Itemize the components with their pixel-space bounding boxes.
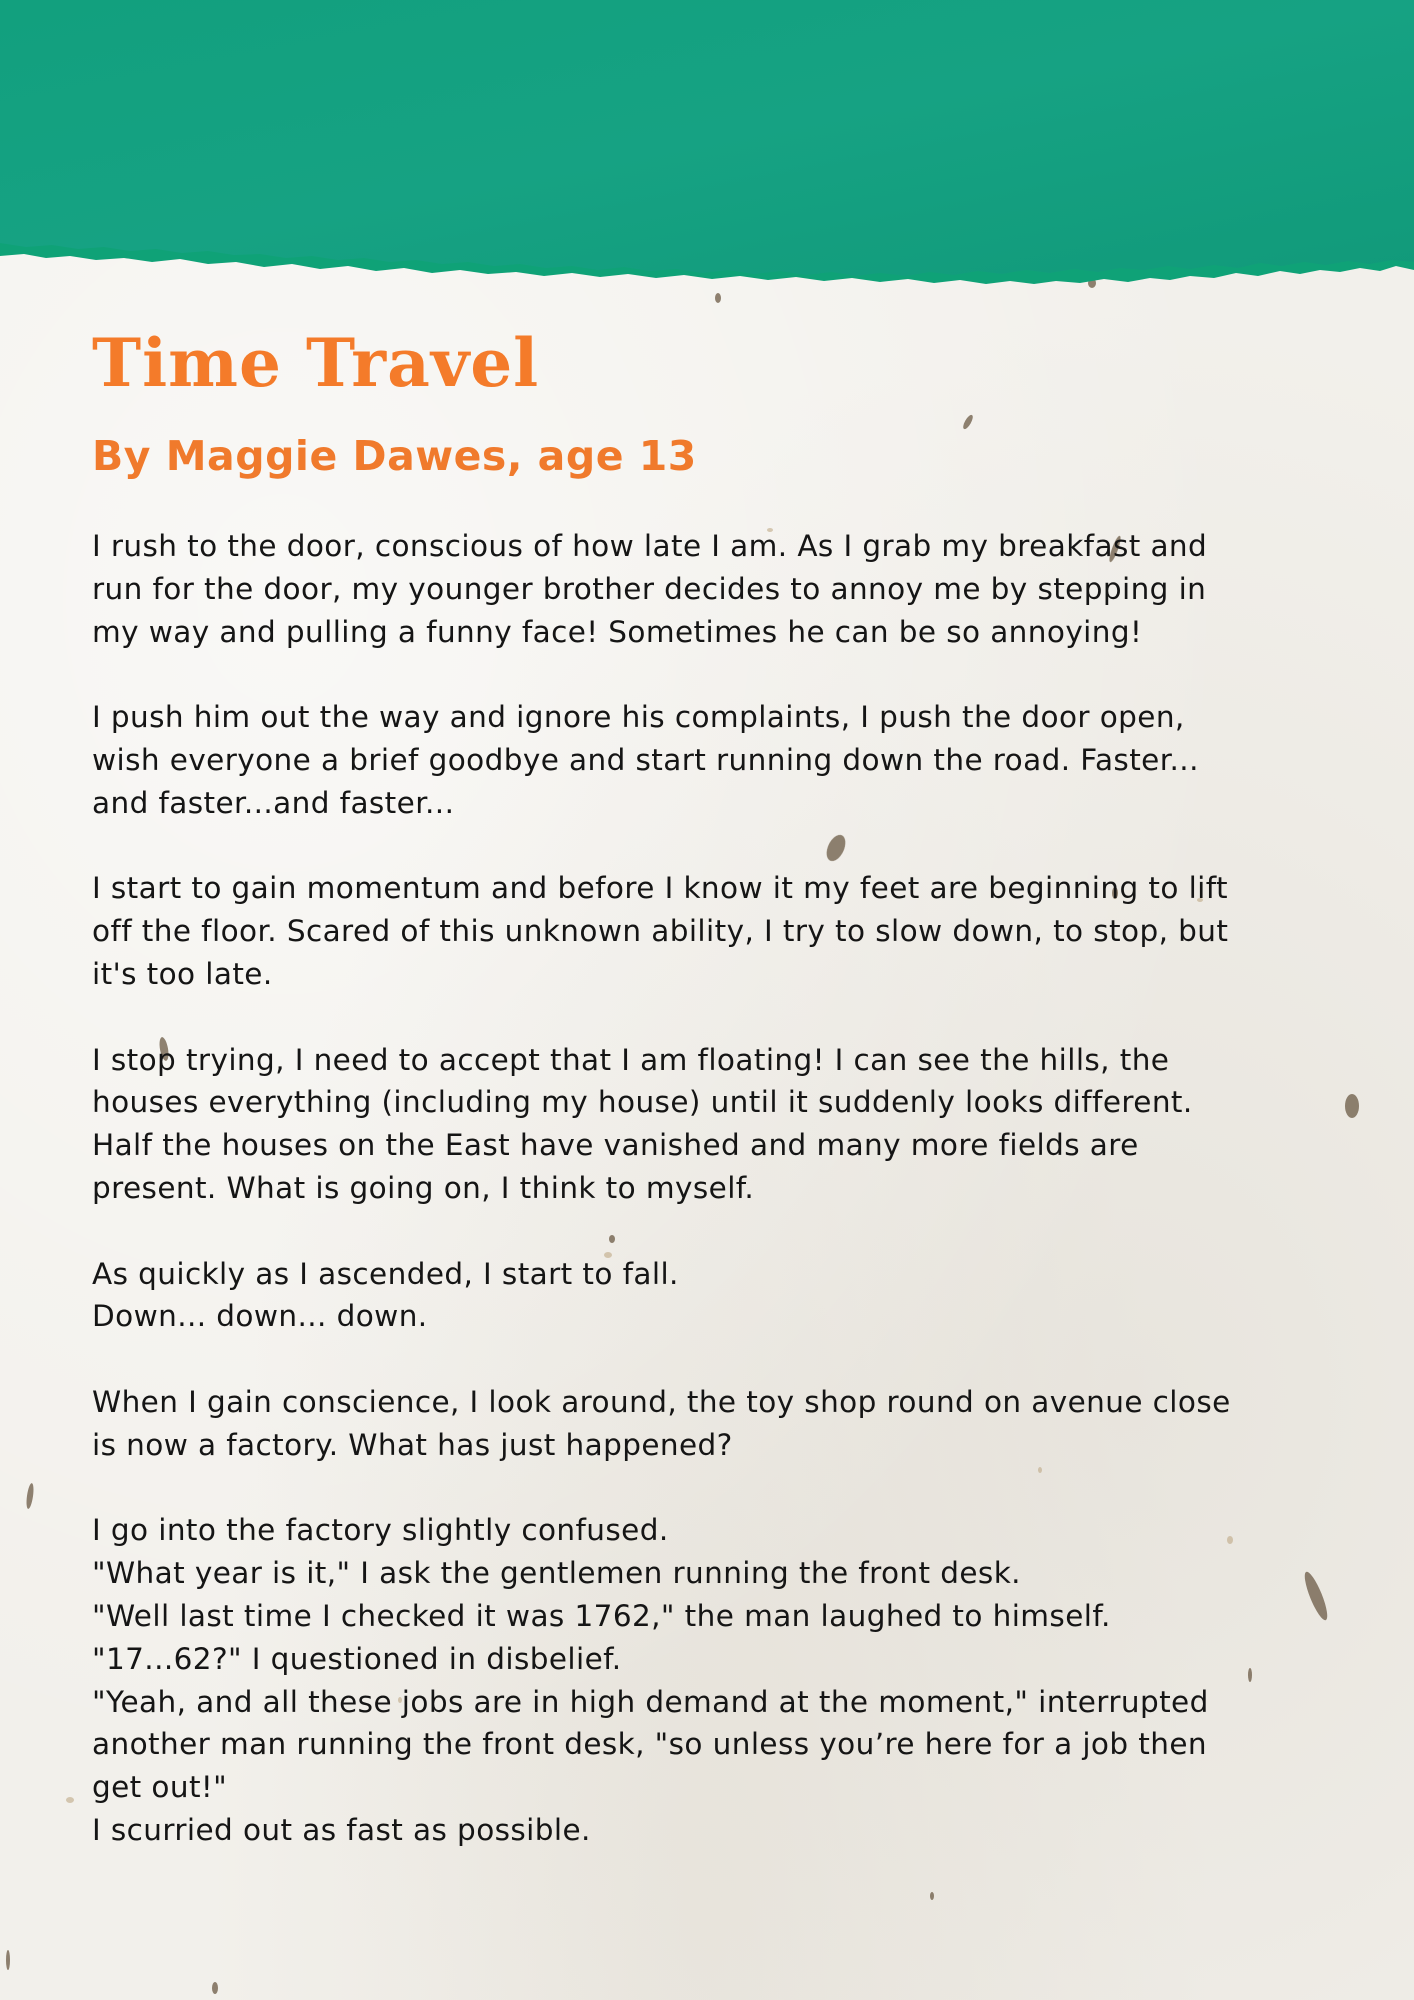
story-paragraph: [92, 1381, 1342, 1467]
story-line: another man running the front desk, "so unless you’re here for a job then: [92, 1727, 1207, 1762]
story-line: I push him out the way and ignore his complaints, I push the door open,: [92, 700, 1185, 735]
story-line: I start to gain momentum and before I know it my feet are beginning to lift: [92, 871, 1229, 906]
story-line: off the floor. Scared of this unknown ability, I try to slow down, to stop, but: [92, 914, 1229, 949]
story-line: I rush to the door, conscious of how late I am. As I grab my breakfast and: [92, 529, 1208, 564]
story-line: "17...62?" I questioned in disbelief.: [92, 1641, 622, 1676]
story-content: [92, 324, 1342, 1895]
story-paragraph: [92, 1509, 1342, 1851]
story-paragraph: [92, 525, 1342, 653]
story-line: "What year is it," I ask the gentlemen running the front desk.: [92, 1556, 1021, 1591]
story-line: it's too late.: [92, 957, 273, 992]
story-line: When I gain conscience, I look around, the toy shop round on avenue close: [92, 1385, 1231, 1420]
torn-paper-header: [0, 0, 1414, 300]
story-title: Time Travel: [92, 324, 540, 402]
story-line: "Yeah, and all these jobs are in high demand at the moment," interrupted: [92, 1684, 1209, 1719]
story-line: wish everyone a brief goodbye and start running down the road. Faster...: [92, 743, 1199, 778]
story-line: run for the door, my younger brother decides to annoy me by stepping in: [92, 571, 1207, 606]
story-line: houses everything (including my house) until it suddenly looks different.: [92, 1085, 1193, 1120]
story-line: As quickly as I ascended, I start to fall.: [92, 1256, 679, 1291]
story-paragraph: [92, 696, 1342, 824]
story-paragraph: [92, 1253, 1342, 1339]
story-line: is now a factory. What has just happened?: [92, 1427, 733, 1462]
story-line: I go into the factory slightly confused.: [92, 1513, 669, 1548]
author-byline: By Maggie Dawes, age 13: [92, 432, 697, 480]
story-line: and faster...and faster...: [92, 785, 455, 820]
story-line: my way and pulling a funny face! Sometimes he can be so annoying!: [92, 614, 1143, 649]
story-line: I scurried out as fast as possible.: [92, 1813, 591, 1847]
story-body: [92, 525, 1342, 1852]
story-line: "Well last time I checked it was 1762," the man laughed to himself.: [92, 1599, 1111, 1634]
story-paragraph: [92, 867, 1342, 995]
story-line: I stop trying, I need to accept that I am floating! I can see the hills, the: [92, 1042, 1170, 1077]
story-line: Down... down... down.: [92, 1299, 428, 1334]
story-line: get out!": [92, 1770, 228, 1805]
story-line: present. What is going on, I think to myself.: [92, 1171, 755, 1206]
story-line: Half the houses on the East have vanished and many more fields are: [92, 1128, 1139, 1163]
story-paragraph: [92, 1039, 1342, 1210]
